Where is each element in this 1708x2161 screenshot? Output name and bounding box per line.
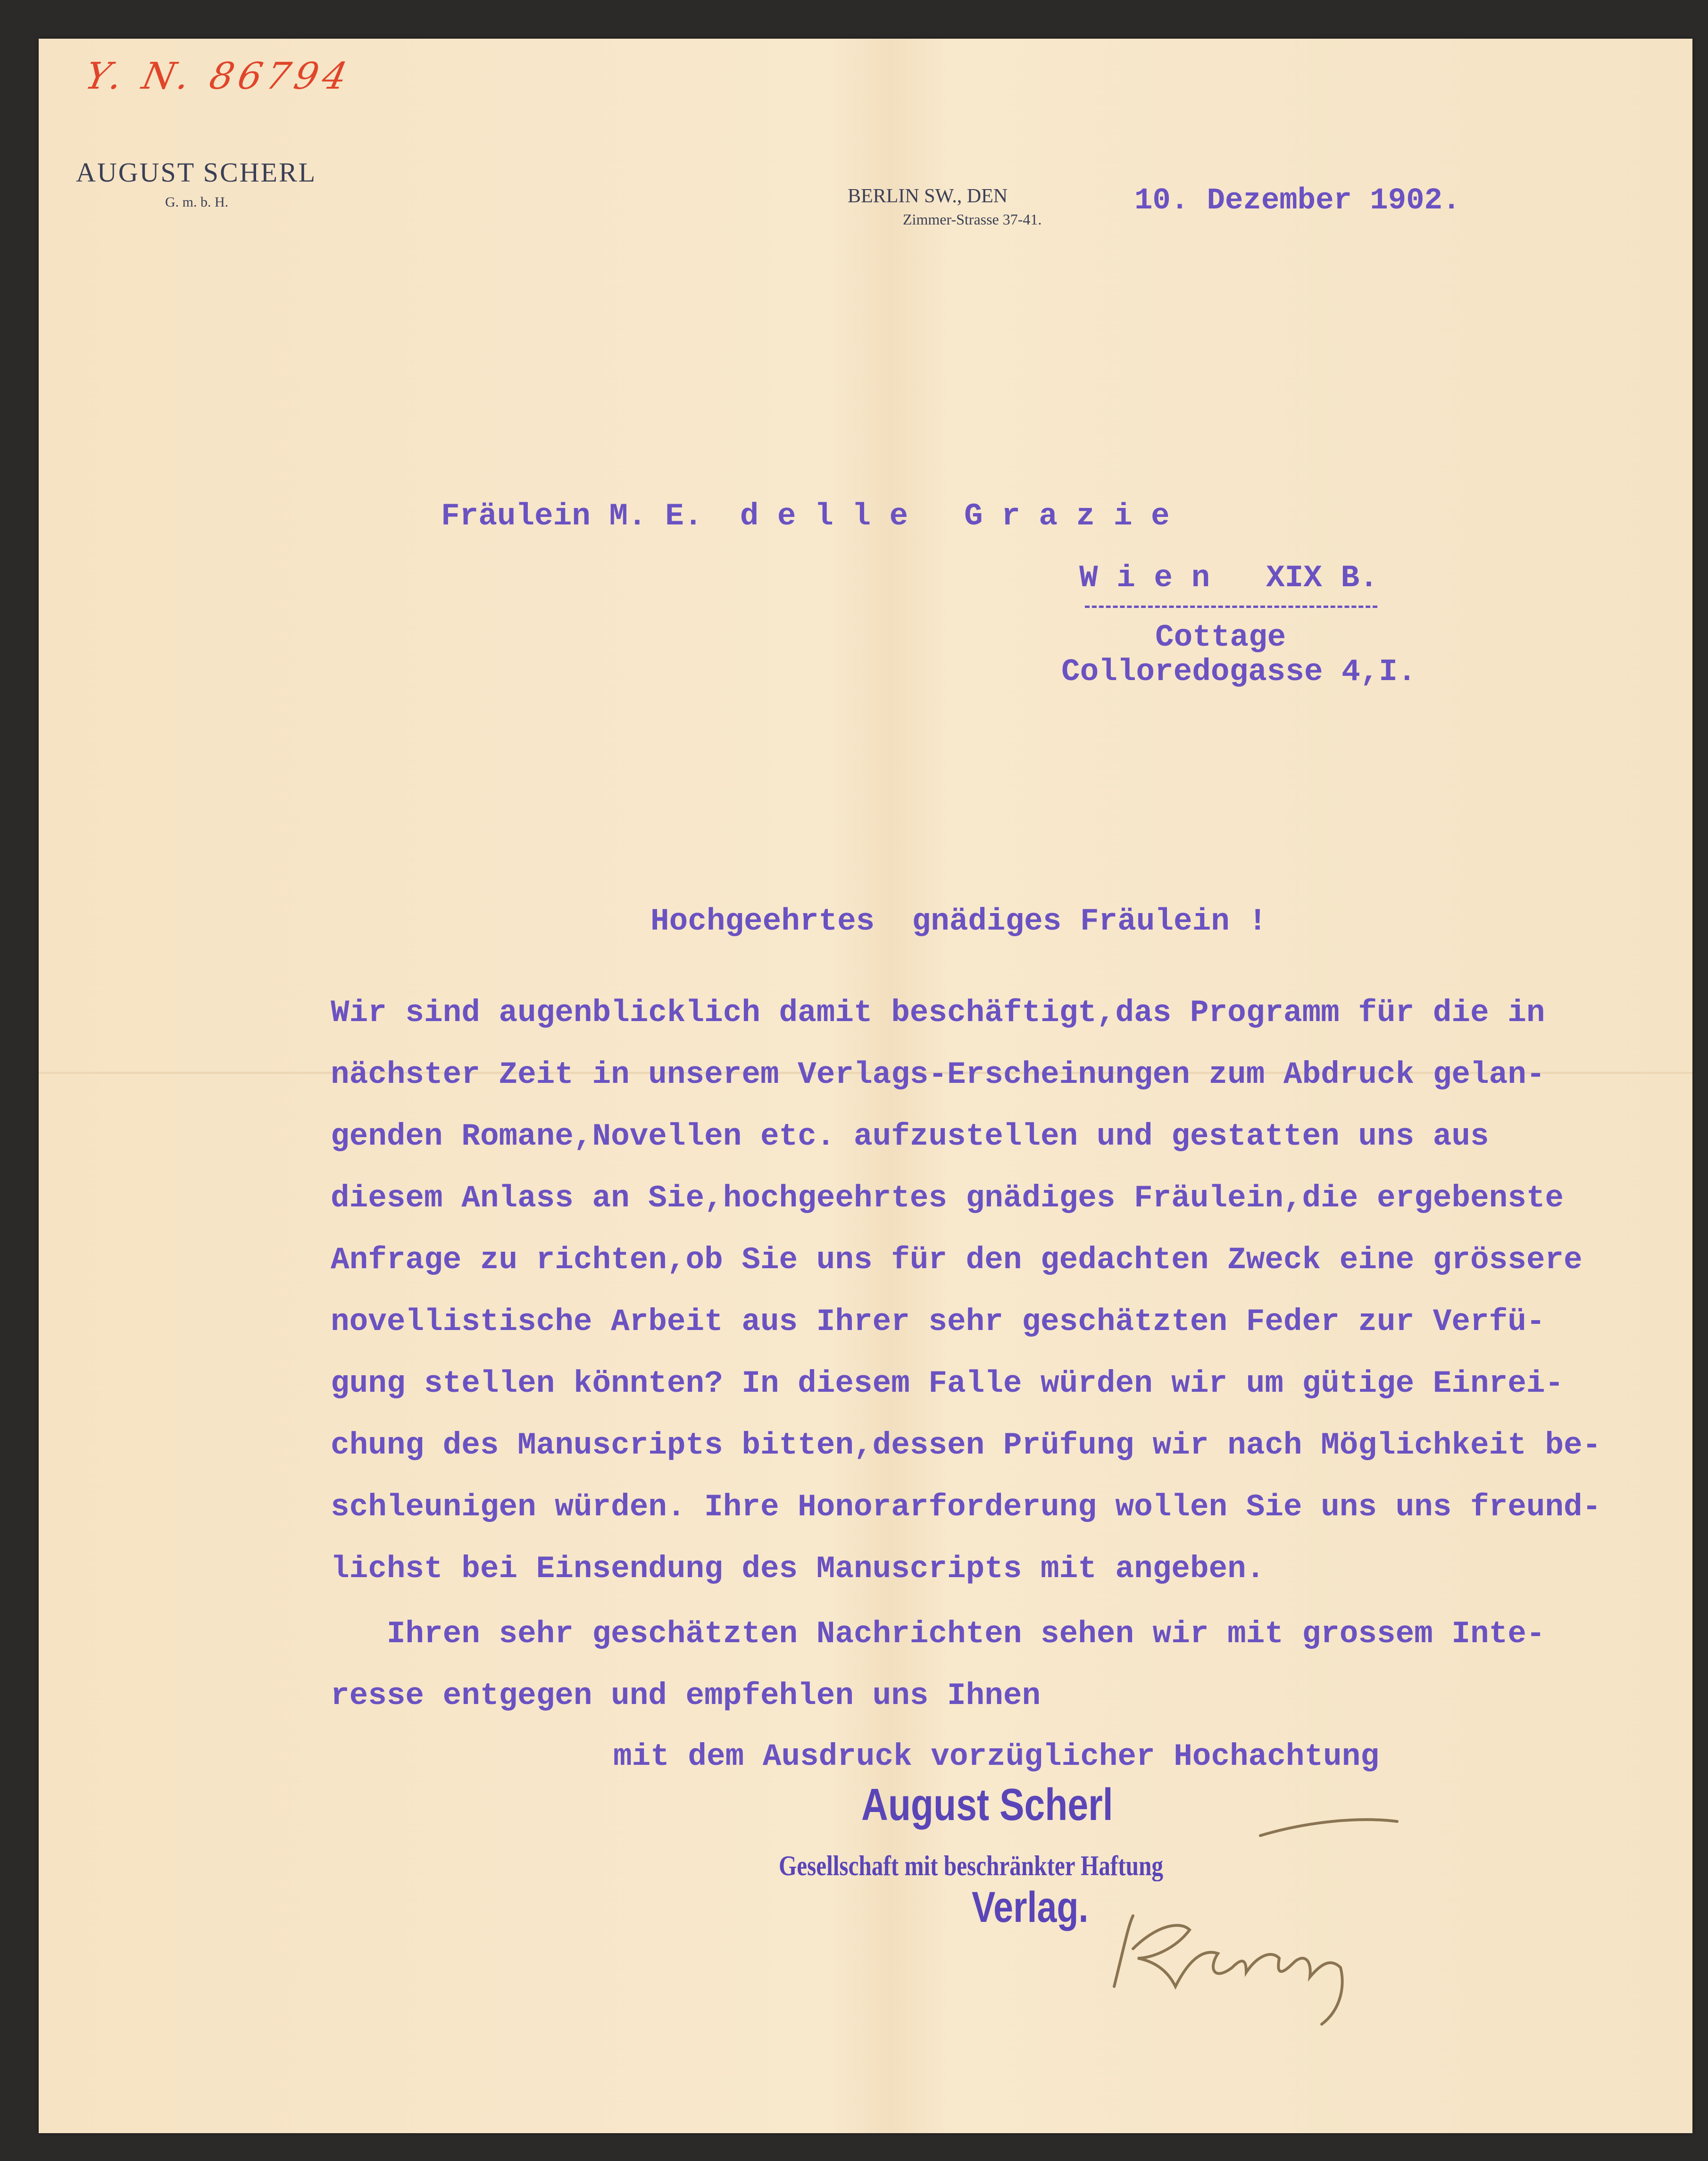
closing: mit dem Ausdruck vorzüglicher Hochachtung	[613, 1739, 1379, 1774]
body-line: nächster Zeit in unserem Verlags-Erscheinungen zum Abdruck gelan-	[331, 1057, 1545, 1092]
body-line: resse entgegen und empfehlen uns Ihnen	[331, 1678, 1041, 1713]
handwritten-signature	[1095, 1807, 1425, 2053]
salutation: Hochgeehrtes gnädiges Fräulein !	[650, 904, 1267, 939]
body-line: genden Romane,Novellen etc. aufzustellen und gestatten uns aus	[331, 1119, 1489, 1154]
stamp-verlag: Verlag.	[972, 1883, 1089, 1931]
body-line: lichst bei Einsendung des Manuscripts mit angeben.	[331, 1551, 1265, 1587]
underline-dashes	[1085, 606, 1377, 608]
stamp-company-form: Gesellschaft mit beschränkter Haftung	[779, 1850, 1163, 1881]
letterhead-city: BERLIN SW., DEN	[848, 185, 1008, 207]
recipient-street: Colloredogasse 4,I.	[1061, 654, 1416, 690]
letter-body	[331, 982, 1601, 1727]
recipient-name: Fräulein M. E. d e l l e G r a z i e	[441, 499, 1170, 534]
body-line: Ihren sehr geschätzten Nachrichten sehen wir mit grossem Inte-	[331, 1616, 1545, 1652]
archive-reference: Y. N. 86794	[81, 55, 356, 98]
body-line: schleunigen würden. Ihre Honorarforderung wollen Sie uns uns freund-	[331, 1489, 1601, 1525]
letter-date: 10. Dezember 1902.	[1134, 184, 1461, 218]
body-line: chung des Manuscripts bitten,dessen Prüfung wir nach Möglichkeit be-	[331, 1428, 1601, 1463]
body-line: novellistische Arbeit aus Ihrer sehr geschätzten Feder zur Verfü-	[331, 1304, 1545, 1339]
body-line: Anfrage zu richten,ob Sie uns für den gedachten Zweck eine grössere	[331, 1242, 1583, 1278]
stamp-name: August Scherl	[861, 1779, 1113, 1830]
letterhead-street: Zimmer-Strasse 37-41.	[903, 211, 1042, 228]
body-line: gung stellen könnten? In diesem Falle würden wir um gütige Einrei-	[331, 1366, 1564, 1401]
body-line: Wir sind augenblicklich damit beschäftigt,das Programm für die in	[331, 995, 1545, 1031]
letterhead-company: AUGUST SCHERL	[76, 157, 317, 188]
recipient-city: W i e n XIX B.	[1079, 560, 1378, 596]
letter-paper	[39, 39, 1692, 2133]
letterhead-company-form: G. m. b. H.	[165, 194, 229, 210]
recipient-district: Cottage	[1155, 620, 1286, 655]
body-line: diesem Anlass an Sie,hochgeehrtes gnädiges Fräulein,die ergebenste	[331, 1180, 1564, 1216]
